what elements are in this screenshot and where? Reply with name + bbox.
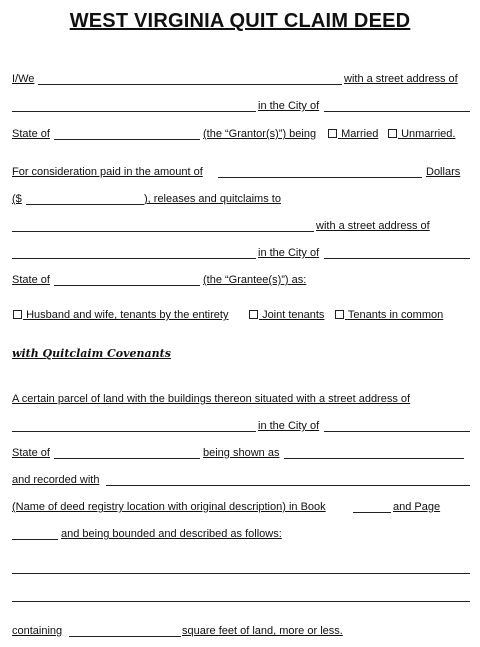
married-checkbox-icon[interactable] <box>328 129 337 138</box>
grantee-state-field[interactable] <box>54 285 200 286</box>
square-feet-field[interactable] <box>69 636 181 637</box>
entirety-checkbox-icon[interactable] <box>13 310 22 319</box>
tenancy-row <box>12 308 470 322</box>
tenants-entirety-option[interactable]: Husband and wife, tenants by the entirety <box>12 308 228 322</box>
grantor-label: (the “Grantor(s)”) being <box>203 128 317 140</box>
shown-as-field[interactable] <box>284 458 464 459</box>
grantee-name-row <box>12 219 470 233</box>
registry-label: (Name of deed registry location with original description) in Book <box>12 501 326 513</box>
covenants-heading: with Quitclaim Covenants <box>12 347 171 360</box>
parcel-street-field[interactable] <box>12 431 256 432</box>
consideration-words-field[interactable] <box>218 177 422 178</box>
recorded-row <box>12 473 470 487</box>
parcel-state-field[interactable] <box>54 458 200 459</box>
grantee-city-field[interactable] <box>324 258 470 259</box>
recorded-label: and recorded with <box>12 474 100 486</box>
parcel-city-field[interactable] <box>324 431 470 432</box>
grantor-state-field[interactable] <box>54 139 200 140</box>
recorded-with-field[interactable] <box>106 485 470 486</box>
dollars-label: Dollars <box>426 166 461 178</box>
described-row <box>12 527 470 541</box>
book-field[interactable] <box>353 512 391 513</box>
grantee-state-row <box>12 273 470 287</box>
releases-label: ), releases and quitclaims to <box>144 193 281 205</box>
parcel-label: A certain parcel of land with the buildings thereon situated with a street address of <box>12 393 411 405</box>
parcel-city-label: in the City of <box>258 420 320 432</box>
book-page-row <box>12 500 470 514</box>
i-we-label: I/We <box>12 73 35 85</box>
grantor-city-field[interactable] <box>324 111 470 112</box>
grantee-state-label: State of <box>12 274 50 286</box>
consideration-amount-field[interactable] <box>26 204 144 205</box>
grantor-name-field[interactable] <box>38 84 342 85</box>
grantee-address-label: with a street address of <box>316 220 430 232</box>
parcel-state-row <box>12 446 470 460</box>
page-number-field[interactable] <box>12 539 58 540</box>
unmarried-option[interactable]: Unmarried. <box>387 127 455 141</box>
consideration-label: For consideration paid in the amount of <box>12 166 203 178</box>
area-row <box>12 624 470 638</box>
parcel-row <box>12 392 470 406</box>
grantee-city-label: in the City of <box>258 247 320 259</box>
tenants-common-option[interactable]: Tenants in common <box>334 308 443 322</box>
state-label: State of <box>12 128 50 140</box>
city-label: in the City of <box>258 100 320 112</box>
description-line-2[interactable] <box>12 601 470 602</box>
dollar-sign-label: ($ <box>12 193 22 205</box>
grantee-name-field[interactable] <box>12 231 314 232</box>
parcel-city-row <box>12 419 470 433</box>
common-checkbox-icon[interactable] <box>335 310 344 319</box>
square-feet-label: square feet of land, more or less. <box>182 625 343 637</box>
married-option[interactable]: Married <box>327 127 378 141</box>
description-line-1[interactable] <box>12 573 470 574</box>
parcel-state-label: State of <box>12 447 50 459</box>
page-label: and Page <box>393 501 441 513</box>
grantor-city-row <box>12 99 470 113</box>
consideration-row <box>12 165 470 179</box>
grantor-street-field[interactable] <box>12 111 256 112</box>
amount-row <box>12 192 470 206</box>
grantor-name-row <box>12 72 470 86</box>
joint-tenants-option[interactable]: Joint tenants <box>248 308 324 322</box>
grantor-state-row <box>12 127 470 141</box>
street-address-label: with a street address of <box>344 73 458 85</box>
containing-label: containing <box>12 625 63 637</box>
grantee-label: (the “Grantee(s)”) as: <box>203 274 307 286</box>
grantee-city-row <box>12 246 470 260</box>
shown-as-label: being shown as <box>203 447 280 459</box>
joint-checkbox-icon[interactable] <box>249 310 258 319</box>
grantee-street-field[interactable] <box>12 258 256 259</box>
document-title: WEST VIRGINIA QUIT CLAIM DEED <box>69 10 411 32</box>
unmarried-checkbox-icon[interactable] <box>388 129 397 138</box>
described-label: and being bounded and described as follows: <box>61 528 282 540</box>
